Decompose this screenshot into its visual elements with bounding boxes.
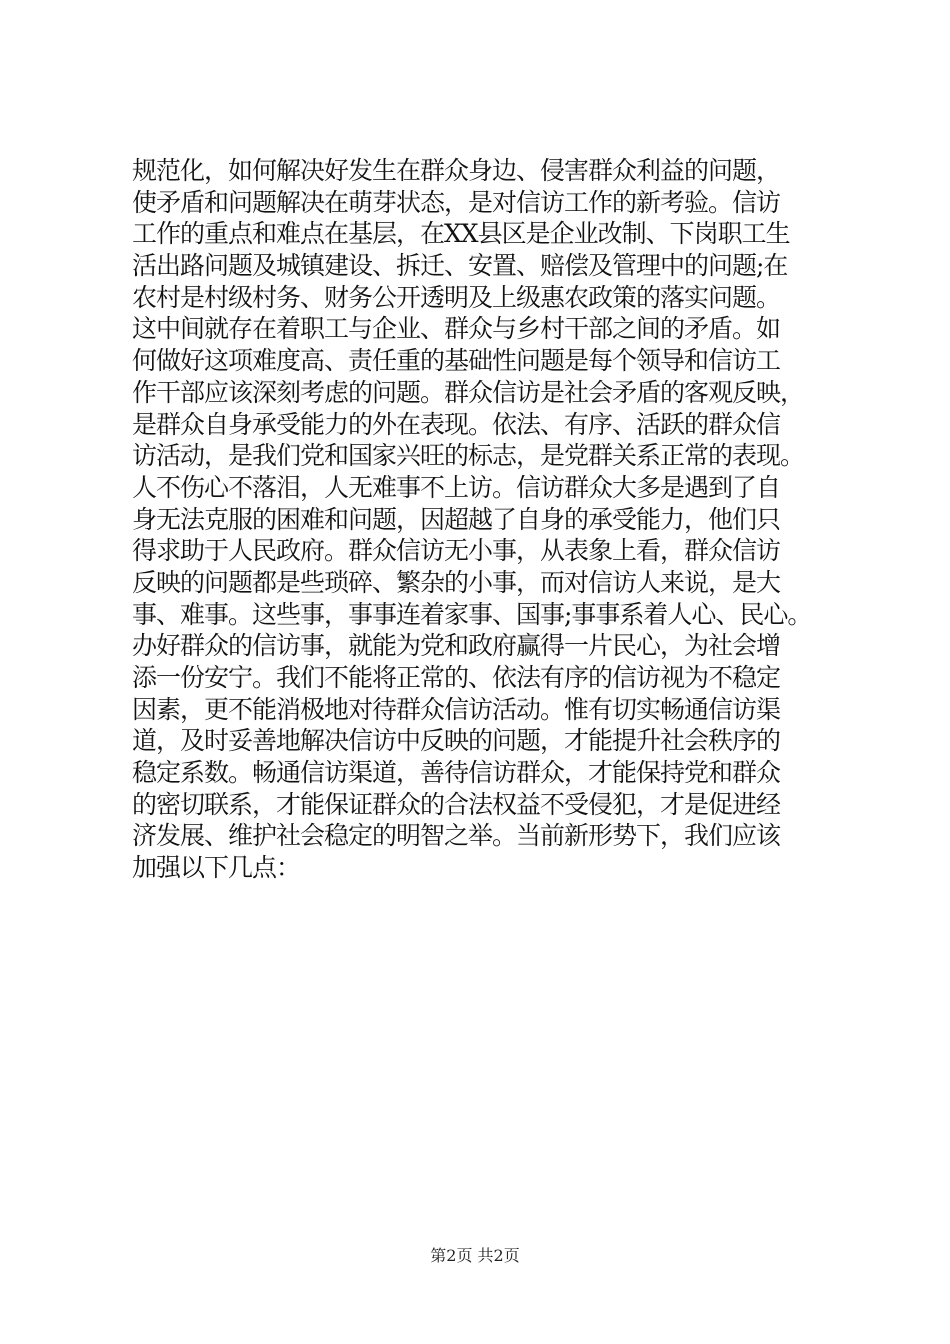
text-line: 作干部应该深刻考虑的问题。群众信访是社会矛盾的客观反映，	[132, 377, 805, 407]
text-line: 工作的重点和难点在基层，在XX县区是企业改制、下岗职工生	[132, 219, 790, 249]
text-line: 身无法克服的困难和问题，因超越了自身的承受能力，他们只	[132, 504, 781, 534]
text-line: 访活动，是我们党和国家兴旺的标志，是党群关系正常的表现。	[132, 441, 805, 471]
text-line: 因素，更不能消极地对待群众信访活动。惟有切实畅通信访渠	[132, 694, 781, 724]
text-line: 反映的问题都是些琐碎、繁杂的小事，而对信访人来说，是大	[132, 567, 781, 597]
text-line: 道，及时妥善地解决信访中反映的问题，才能提升社会秩序的	[132, 726, 781, 756]
text-line: 得求助于人民政府。群众信访无小事，从表象上看，群众信访	[132, 536, 781, 566]
text-line: 加强以下几点：	[132, 853, 301, 883]
body-paragraph	[132, 155, 832, 884]
text-line: 添一份安宁。我们不能将正常的、依法有序的信访视为不稳定	[132, 663, 781, 692]
text-line: 济发展、维护社会稳定的明智之举。当前新形势下，我们应该	[132, 821, 781, 851]
text-line: 事、难事。这些事，事事连着家事、国事;事事系着人心、民心。	[132, 599, 812, 629]
text-line: 何做好这项难度高、责任重的基础性问题是每个领导和信访工	[132, 346, 781, 376]
text-line: 这中间就存在着职工与企业、群众与乡村干部之间的矛盾。如	[132, 314, 781, 344]
text-line: 规范化，如何解决好发生在群众身边、侵害群众利益的问题，	[132, 156, 781, 185]
text-line: 的密切联系，才能保证群众的合法权益不受侵犯，才是促进经	[132, 789, 781, 819]
text-line: 农村是村级村务、财务公开透明及上级惠农政策的落实问题。	[132, 282, 781, 312]
page-footer: 第2页 共2页	[430, 1246, 520, 1265]
text-line: 是群众自身承受能力的外在表现。依法、有序、活跃的群众信	[132, 409, 781, 439]
text-line: 稳定系数。畅通信访渠道，善待信访群众，才能保持党和群众	[132, 758, 781, 788]
text-line: 办好群众的信访事，就能为党和政府赢得一片民心，为社会增	[132, 631, 781, 661]
text-line: 使矛盾和问题解决在萌芽状态，是对信访工作的新考验。信访	[132, 187, 781, 217]
text-line: 活出路问题及城镇建设、拆迁、安置、赔偿及管理中的问题;在	[132, 251, 788, 281]
text-line: 人不伤心不落泪，人无难事不上访。信访群众大多是遇到了自	[132, 472, 781, 502]
